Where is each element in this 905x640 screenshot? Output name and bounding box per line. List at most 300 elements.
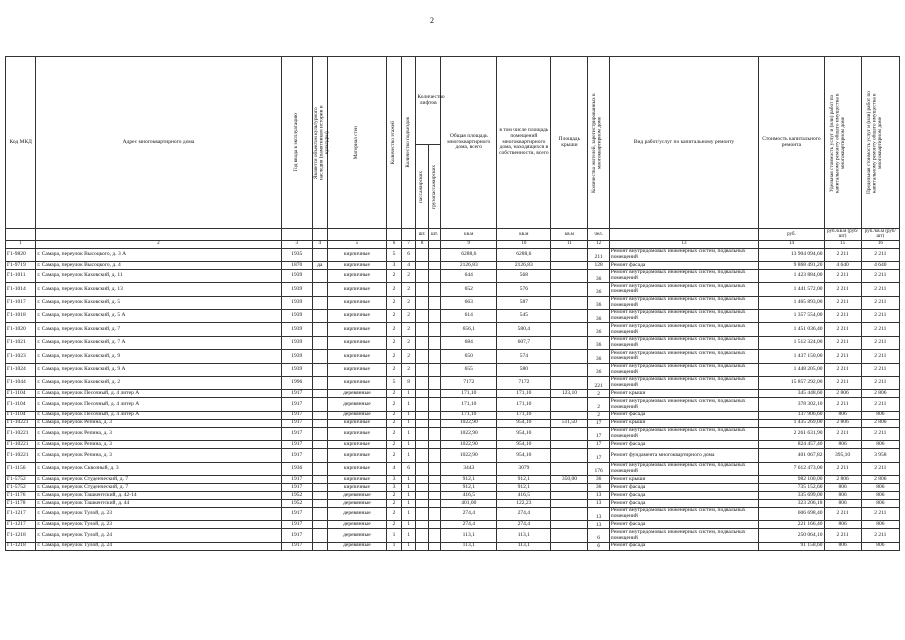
row-area-own: 7172 [497, 377, 551, 390]
row-floors: 2 [387, 350, 402, 363]
row-lifts-passenger [416, 529, 428, 542]
row-heritage [312, 411, 327, 419]
row-work-type: Ремонт внутридомовых инженерных систем, подвальных помещений [609, 462, 759, 475]
row-code: Г1-1156 [6, 462, 36, 475]
row-address: г. Самара, переулок Репина, д. 3 [36, 419, 281, 427]
row-work-type: Ремонт внутридомовых инженерных систем, подвальных помещений [609, 377, 759, 390]
table-row [6, 350, 900, 363]
row-entrances: 2 [401, 363, 416, 376]
row-area-total: 644 [441, 269, 497, 282]
row-residents: 221 [588, 377, 609, 390]
row-cost: 335 699,00 [759, 491, 824, 499]
row-floors: 1 [387, 542, 402, 550]
row-lifts-cargo [428, 363, 440, 376]
row-residents: 36 [588, 310, 609, 323]
row-material: деревянные [327, 529, 387, 542]
row-unit-cost: 806 [824, 521, 861, 529]
row-year: 1936 [281, 462, 312, 475]
row-lifts-passenger [416, 269, 428, 282]
row-material: кирпичные [327, 310, 387, 323]
row-material: деревянные [327, 411, 387, 419]
row-unit-cost: 2 211 [824, 398, 861, 411]
row-code: Г1-1178 [6, 499, 36, 507]
row-lifts-passenger [416, 248, 428, 261]
row-material: кирпичные [327, 336, 387, 349]
row-unit-cost: 806 [824, 499, 861, 507]
row-max-cost: 2 211 [861, 323, 899, 336]
row-material: деревянные [327, 491, 387, 499]
row-cost: 2 261 631,90 [759, 427, 824, 440]
row-residents: 6 [588, 542, 609, 550]
row-work-type: Ремонт внутридомовых инженерных систем, подвальных помещений [609, 310, 759, 323]
row-area-own: 113,1 [497, 542, 551, 550]
row-cost: 91 158,60 [759, 542, 824, 550]
table-row [6, 427, 900, 440]
row-cost: 9 868 491,20 [759, 261, 824, 269]
row-entrances: 1 [401, 521, 416, 529]
row-entrances: 2 [401, 310, 416, 323]
table-row [6, 475, 900, 483]
row-address: г. Самара, переулок Высоцкого, д. 4 [36, 261, 281, 269]
row-material: кирпичные [327, 363, 387, 376]
row-work-type: Ремонт внутридомовых инженерных систем, подвальных помещений [609, 269, 759, 282]
column-number: 16 [861, 240, 899, 248]
row-area-own: 954,10 [497, 441, 551, 449]
row-year: 1917 [281, 449, 312, 462]
column-number: 14 [759, 240, 824, 248]
row-year: 1939 [281, 310, 312, 323]
row-lifts-passenger [416, 419, 428, 427]
row-area-total: 171,10 [441, 390, 497, 398]
row-year: 1939 [281, 269, 312, 282]
table-row [6, 411, 900, 419]
row-residents: 17 [588, 419, 609, 427]
row-work-type: Ремонт внутридомовых инженерных систем, подвальных помещений [609, 363, 759, 376]
row-unit-cost: 806 [824, 483, 861, 491]
row-max-cost: 2 211 [861, 529, 899, 542]
row-work-type: Ремонт крыши [609, 475, 759, 483]
row-floors: 2 [387, 491, 402, 499]
row-floors: 2 [387, 411, 402, 419]
row-area-total: 171,10 [441, 411, 497, 419]
row-lifts-cargo [428, 310, 440, 323]
row-roof-area [551, 542, 588, 550]
row-address: г. Самара, переулок Каховский, д. 13 [36, 283, 281, 296]
row-year: 1917 [281, 390, 312, 398]
col-header-lifts-cargo: грузопассажирских [430, 164, 437, 209]
row-max-cost: 2 211 [861, 283, 899, 296]
table-row [6, 449, 900, 462]
row-area-total: 1022,90 [441, 427, 497, 440]
row-unit-cost: 2 211 [824, 336, 861, 349]
row-lifts-passenger [416, 462, 428, 475]
row-roof-area [551, 441, 588, 449]
row-area-own: 171,10 [497, 411, 551, 419]
row-floors: 2 [387, 363, 402, 376]
table-row [6, 542, 900, 550]
row-max-cost: 2 211 [861, 377, 899, 390]
row-material: деревянные [327, 398, 387, 411]
col-header-heritage: Является объектом культурного наследия (памятником истории и культуры) [312, 105, 330, 180]
row-area-total: 416,5 [441, 491, 497, 499]
column-number: 12 [588, 240, 609, 248]
row-lifts-cargo [428, 491, 440, 499]
row-year: 1917 [281, 529, 312, 542]
row-year: 1939 [281, 350, 312, 363]
row-heritage [312, 419, 327, 427]
row-unit-cost: 2 211 [824, 350, 861, 363]
row-residents: 2 [588, 411, 609, 419]
row-roof-area [551, 323, 588, 336]
row-lifts-passenger [416, 449, 428, 462]
row-material: кирпичные [327, 419, 387, 427]
row-year: 1917 [281, 542, 312, 550]
row-material: деревянные [327, 542, 387, 550]
row-area-own: 580 [497, 363, 551, 376]
row-address: г. Самара, переулок Каховский, д. 9 [36, 350, 281, 363]
row-heritage [312, 475, 327, 483]
row-entrances: 1 [401, 491, 416, 499]
row-unit-cost: 2 211 [824, 323, 861, 336]
row-lifts-cargo [428, 336, 440, 349]
row-residents: 176 [588, 462, 609, 475]
row-max-cost: 806 [861, 491, 899, 499]
row-lifts-cargo [428, 475, 440, 483]
row-area-own: 2126,83 [497, 261, 551, 269]
row-floors: 2 [387, 390, 402, 398]
table-row [6, 483, 900, 491]
row-work-type: Ремонт фасада [609, 483, 759, 491]
row-lifts-cargo [428, 269, 440, 282]
row-code: Г1-5752 [6, 475, 36, 483]
row-lifts-passenger [416, 350, 428, 363]
column-number: 3 [281, 240, 312, 248]
row-floors: 5 [387, 248, 402, 261]
col-header-code: Код МКД [6, 57, 36, 229]
row-code: Г1-9719 [6, 261, 36, 269]
row-heritage [312, 507, 327, 520]
row-floors: 3 [387, 483, 402, 491]
row-floors: 2 [387, 398, 402, 411]
capital-repair-table [5, 56, 900, 551]
row-area-own: 607,7 [497, 336, 551, 349]
row-residents: 36 [588, 483, 609, 491]
row-cost: 1 437 150,00 [759, 350, 824, 363]
row-lifts-cargo [428, 521, 440, 529]
row-lifts-cargo [428, 261, 440, 269]
row-area-total: 650 [441, 350, 497, 363]
row-lifts-cargo [428, 507, 440, 520]
row-cost: 1 423 884,00 [759, 269, 824, 282]
row-roof-area [551, 377, 588, 390]
table-row [6, 336, 900, 349]
row-entrances: 1 [401, 411, 416, 419]
row-year: 1917 [281, 441, 312, 449]
row-address: г. Самара, переулок Репина, д. 3 [36, 427, 281, 440]
row-work-type: Ремонт внутридомовых инженерных систем, подвальных помещений [609, 323, 759, 336]
row-area-own: 587 [497, 296, 551, 309]
table-row [6, 499, 900, 507]
row-year: 1939 [281, 323, 312, 336]
row-address: г. Самара, переулок Тулой, д. 24 [36, 529, 281, 542]
row-code: Г1-5752 [6, 483, 36, 491]
row-roof-area [551, 427, 588, 440]
row-address: г. Самара, переулок Песочный, д. 4 литер А [36, 398, 281, 411]
row-max-cost: 2 211 [861, 350, 899, 363]
row-year: 1917 [281, 483, 312, 491]
row-address: г. Самара, переулок Тулой, д. 24 [36, 542, 281, 550]
row-roof-area [551, 491, 588, 499]
row-work-type: Ремонт внутридомовых инженерных систем, подвальных помещений [609, 283, 759, 296]
row-heritage [312, 441, 327, 449]
row-residents: 36 [588, 296, 609, 309]
row-unit-cost: 806 [824, 411, 861, 419]
row-floors: 1 [387, 529, 402, 542]
row-material: кирпичные [327, 296, 387, 309]
row-unit-cost: 2 806 [824, 390, 861, 398]
row-area-total: 3443 [441, 462, 497, 475]
col-header-floors: Количество этажей [390, 120, 397, 165]
row-heritage [312, 296, 327, 309]
row-lifts-passenger [416, 336, 428, 349]
row-work-type: Ремонт внутридомовых инженерных систем, подвальных помещений [609, 427, 759, 440]
row-address: г. Самара, переулок Сквозный, д. 3 [36, 462, 281, 475]
row-cost: 1 512 324,00 [759, 336, 824, 349]
row-address: г. Самара, переулок Тулой, д. 23 [36, 507, 281, 520]
row-year: 1952 [281, 491, 312, 499]
row-unit-cost: 2 211 [824, 363, 861, 376]
row-material: кирпичные [327, 462, 387, 475]
row-area-own: 171,10 [497, 390, 551, 398]
row-cost: 323 206,18 [759, 499, 824, 507]
row-cost: 1 451 036,40 [759, 323, 824, 336]
row-residents: 17 [588, 427, 609, 440]
row-roof-area [551, 483, 588, 491]
row-lifts-cargo [428, 411, 440, 419]
row-cost: 1 448 205,00 [759, 363, 824, 376]
row-cost: 606 698,40 [759, 507, 824, 520]
row-year: 1939 [281, 363, 312, 376]
row-entrances: 2 [401, 269, 416, 282]
row-lifts-passenger [416, 499, 428, 507]
row-year: 1917 [281, 507, 312, 520]
row-cost: 1 441 572,00 [759, 283, 824, 296]
row-area-own: 912,1 [497, 475, 551, 483]
row-year: 1939 [281, 283, 312, 296]
row-address: г. Самара, переулок Репина, д. 3 [36, 449, 281, 462]
column-number: 1 [6, 240, 36, 248]
row-lifts-cargo [428, 296, 440, 309]
table-row [6, 269, 900, 282]
row-area-total: 684 [441, 336, 497, 349]
row-lifts-cargo [428, 377, 440, 390]
row-max-cost: 2 211 [861, 507, 899, 520]
col-header-cost: Стоимость капитального ремонта [759, 57, 824, 229]
row-floors: 2 [387, 427, 402, 440]
unit-cell: руб. [759, 229, 824, 241]
row-roof-area [551, 283, 588, 296]
table-row [6, 283, 900, 296]
row-heritage [312, 269, 327, 282]
row-max-cost: 2 211 [861, 310, 899, 323]
table-row [6, 441, 900, 449]
row-unit-cost: 2 211 [824, 529, 861, 542]
row-code: Г1-1104 [6, 390, 36, 398]
row-code: Г1-1021 [6, 336, 36, 349]
row-code: Г1-10221 [6, 427, 36, 440]
row-cost: 1 435 269,00 [759, 419, 824, 427]
row-code: Г1-1018 [6, 310, 36, 323]
col-header-residents: Количество жителей, зарегистрированных в многоквартирном доме [590, 92, 603, 193]
table-row [6, 261, 900, 269]
table-row [6, 507, 900, 520]
row-roof-area [551, 529, 588, 542]
row-max-cost: 2 211 [861, 462, 899, 475]
row-unit-cost: 2 211 [824, 427, 861, 440]
row-lifts-cargo [428, 462, 440, 475]
row-entrances: 2 [401, 323, 416, 336]
row-max-cost: 806 [861, 483, 899, 491]
row-roof-area [551, 248, 588, 261]
row-lifts-passenger [416, 310, 428, 323]
row-heritage [312, 427, 327, 440]
row-year: 1917 [281, 411, 312, 419]
row-code: Г1-1044 [6, 377, 36, 390]
row-max-cost: 2 211 [861, 248, 899, 261]
row-max-cost: 2 806 [861, 390, 899, 398]
row-area-total: 274,4 [441, 521, 497, 529]
row-year: 1917 [281, 398, 312, 411]
row-floors: 2 [387, 269, 402, 282]
row-heritage [312, 350, 327, 363]
row-lifts-passenger [416, 521, 428, 529]
row-heritage [312, 363, 327, 376]
row-area-own: 6288,6 [497, 248, 551, 261]
row-work-type: Ремонт крыши [609, 419, 759, 427]
row-max-cost: 806 [861, 441, 899, 449]
row-residents: 36 [588, 363, 609, 376]
row-floors: 5 [387, 377, 402, 390]
row-entrances: 6 [401, 462, 416, 475]
row-year: 1870 [281, 261, 312, 269]
row-entrances: 1 [401, 419, 416, 427]
row-unit-cost: 2 211 [824, 248, 861, 261]
row-entrances: 2 [401, 350, 416, 363]
row-residents: 36 [588, 323, 609, 336]
col-header-lifts: Количество лифтов [416, 57, 441, 145]
column-number: 15 [824, 240, 861, 248]
row-lifts-passenger [416, 296, 428, 309]
row-year: 1917 [281, 427, 312, 440]
row-code: Г1-1104 [6, 411, 36, 419]
col-header-roof: Площадь крыши [551, 57, 588, 229]
row-area-total: 614 [441, 310, 497, 323]
row-code: Г1-1104 [6, 398, 36, 411]
row-material: деревянные [327, 507, 387, 520]
row-address: г. Самара, переулок Каховский, д. 5 А [36, 310, 281, 323]
row-lifts-cargo [428, 449, 440, 462]
col-header-year: Год ввода в эксплуатацию [292, 113, 299, 172]
row-material: кирпичные [327, 269, 387, 282]
row-year: 1939 [281, 336, 312, 349]
row-lifts-cargo [428, 419, 440, 427]
row-code: Г1-1217 [6, 521, 36, 529]
row-unit-cost: 4 640 [824, 261, 861, 269]
row-heritage [312, 462, 327, 475]
row-area-total: 912,1 [441, 475, 497, 483]
row-work-type: Ремонт фасада [609, 411, 759, 419]
row-max-cost: 806 [861, 499, 899, 507]
row-heritage [312, 521, 327, 529]
row-residents: 2 [588, 390, 609, 398]
row-address: г. Самара, переулок Каховский, д. 7 А [36, 336, 281, 349]
row-work-type: Ремонт фасада [609, 491, 759, 499]
row-unit-cost: 2 211 [824, 269, 861, 282]
row-floors: 2 [387, 336, 402, 349]
unit-cell: кв.м [551, 229, 588, 241]
column-number: 10 [497, 240, 551, 248]
row-floors: 3 [387, 261, 402, 269]
row-code: Г1-1218 [6, 529, 36, 542]
row-lifts-passenger [416, 483, 428, 491]
row-max-cost: 2 211 [861, 269, 899, 282]
row-code: Г1-1217 [6, 507, 36, 520]
row-roof-area [551, 398, 588, 411]
row-residents: 36 [588, 283, 609, 296]
row-roof-area: 511,50 [551, 419, 588, 427]
row-area-total: 1022,90 [441, 449, 497, 462]
row-area-own: 954,10 [497, 449, 551, 462]
row-lifts-cargo [428, 248, 440, 261]
row-roof-area [551, 499, 588, 507]
row-max-cost: 2 211 [861, 363, 899, 376]
row-code: Г1-1017 [6, 296, 36, 309]
row-work-type: Ремонт внутридомовых инженерных систем, подвальных помещений [609, 507, 759, 520]
row-year: 1917 [281, 475, 312, 483]
row-work-type: Ремонт фасада [609, 261, 759, 269]
table-row [6, 310, 900, 323]
row-lifts-passenger [416, 475, 428, 483]
row-roof-area [551, 350, 588, 363]
table-row [6, 529, 900, 542]
row-address: г. Самара, переулок Песочный, д. 4 литер А [36, 390, 281, 398]
row-roof-area [551, 411, 588, 419]
row-material: кирпичные [327, 261, 387, 269]
row-lifts-passenger [416, 542, 428, 550]
unit-cell: кв.м [497, 229, 551, 241]
row-address: г. Самара, переулок Каховский, д. 5 [36, 296, 281, 309]
row-entrances: 2 [401, 336, 416, 349]
row-cost: 378 302,10 [759, 398, 824, 411]
row-floors: 3 [387, 475, 402, 483]
table-row [6, 521, 900, 529]
row-area-own: 954,10 [497, 427, 551, 440]
row-residents: 17 [588, 441, 609, 449]
row-cost: 735 152,60 [759, 483, 824, 491]
col-header-lifts-passenger: пассажирских [418, 170, 425, 203]
row-material: кирпичные [327, 427, 387, 440]
column-number: 2 [36, 240, 281, 248]
row-area-total: 1022,90 [441, 419, 497, 427]
row-lifts-passenger [416, 261, 428, 269]
row-work-type: Ремонт фасада [609, 521, 759, 529]
row-residents: 36 [588, 350, 609, 363]
row-address: г. Самара, переулок Ташкентский, д. 44 [36, 499, 281, 507]
row-lifts-cargo [428, 441, 440, 449]
row-address: г. Самара, переулок Песочный, д. 4 литер А [36, 411, 281, 419]
row-material: кирпичные [327, 323, 387, 336]
row-unit-cost: 2 211 [824, 283, 861, 296]
